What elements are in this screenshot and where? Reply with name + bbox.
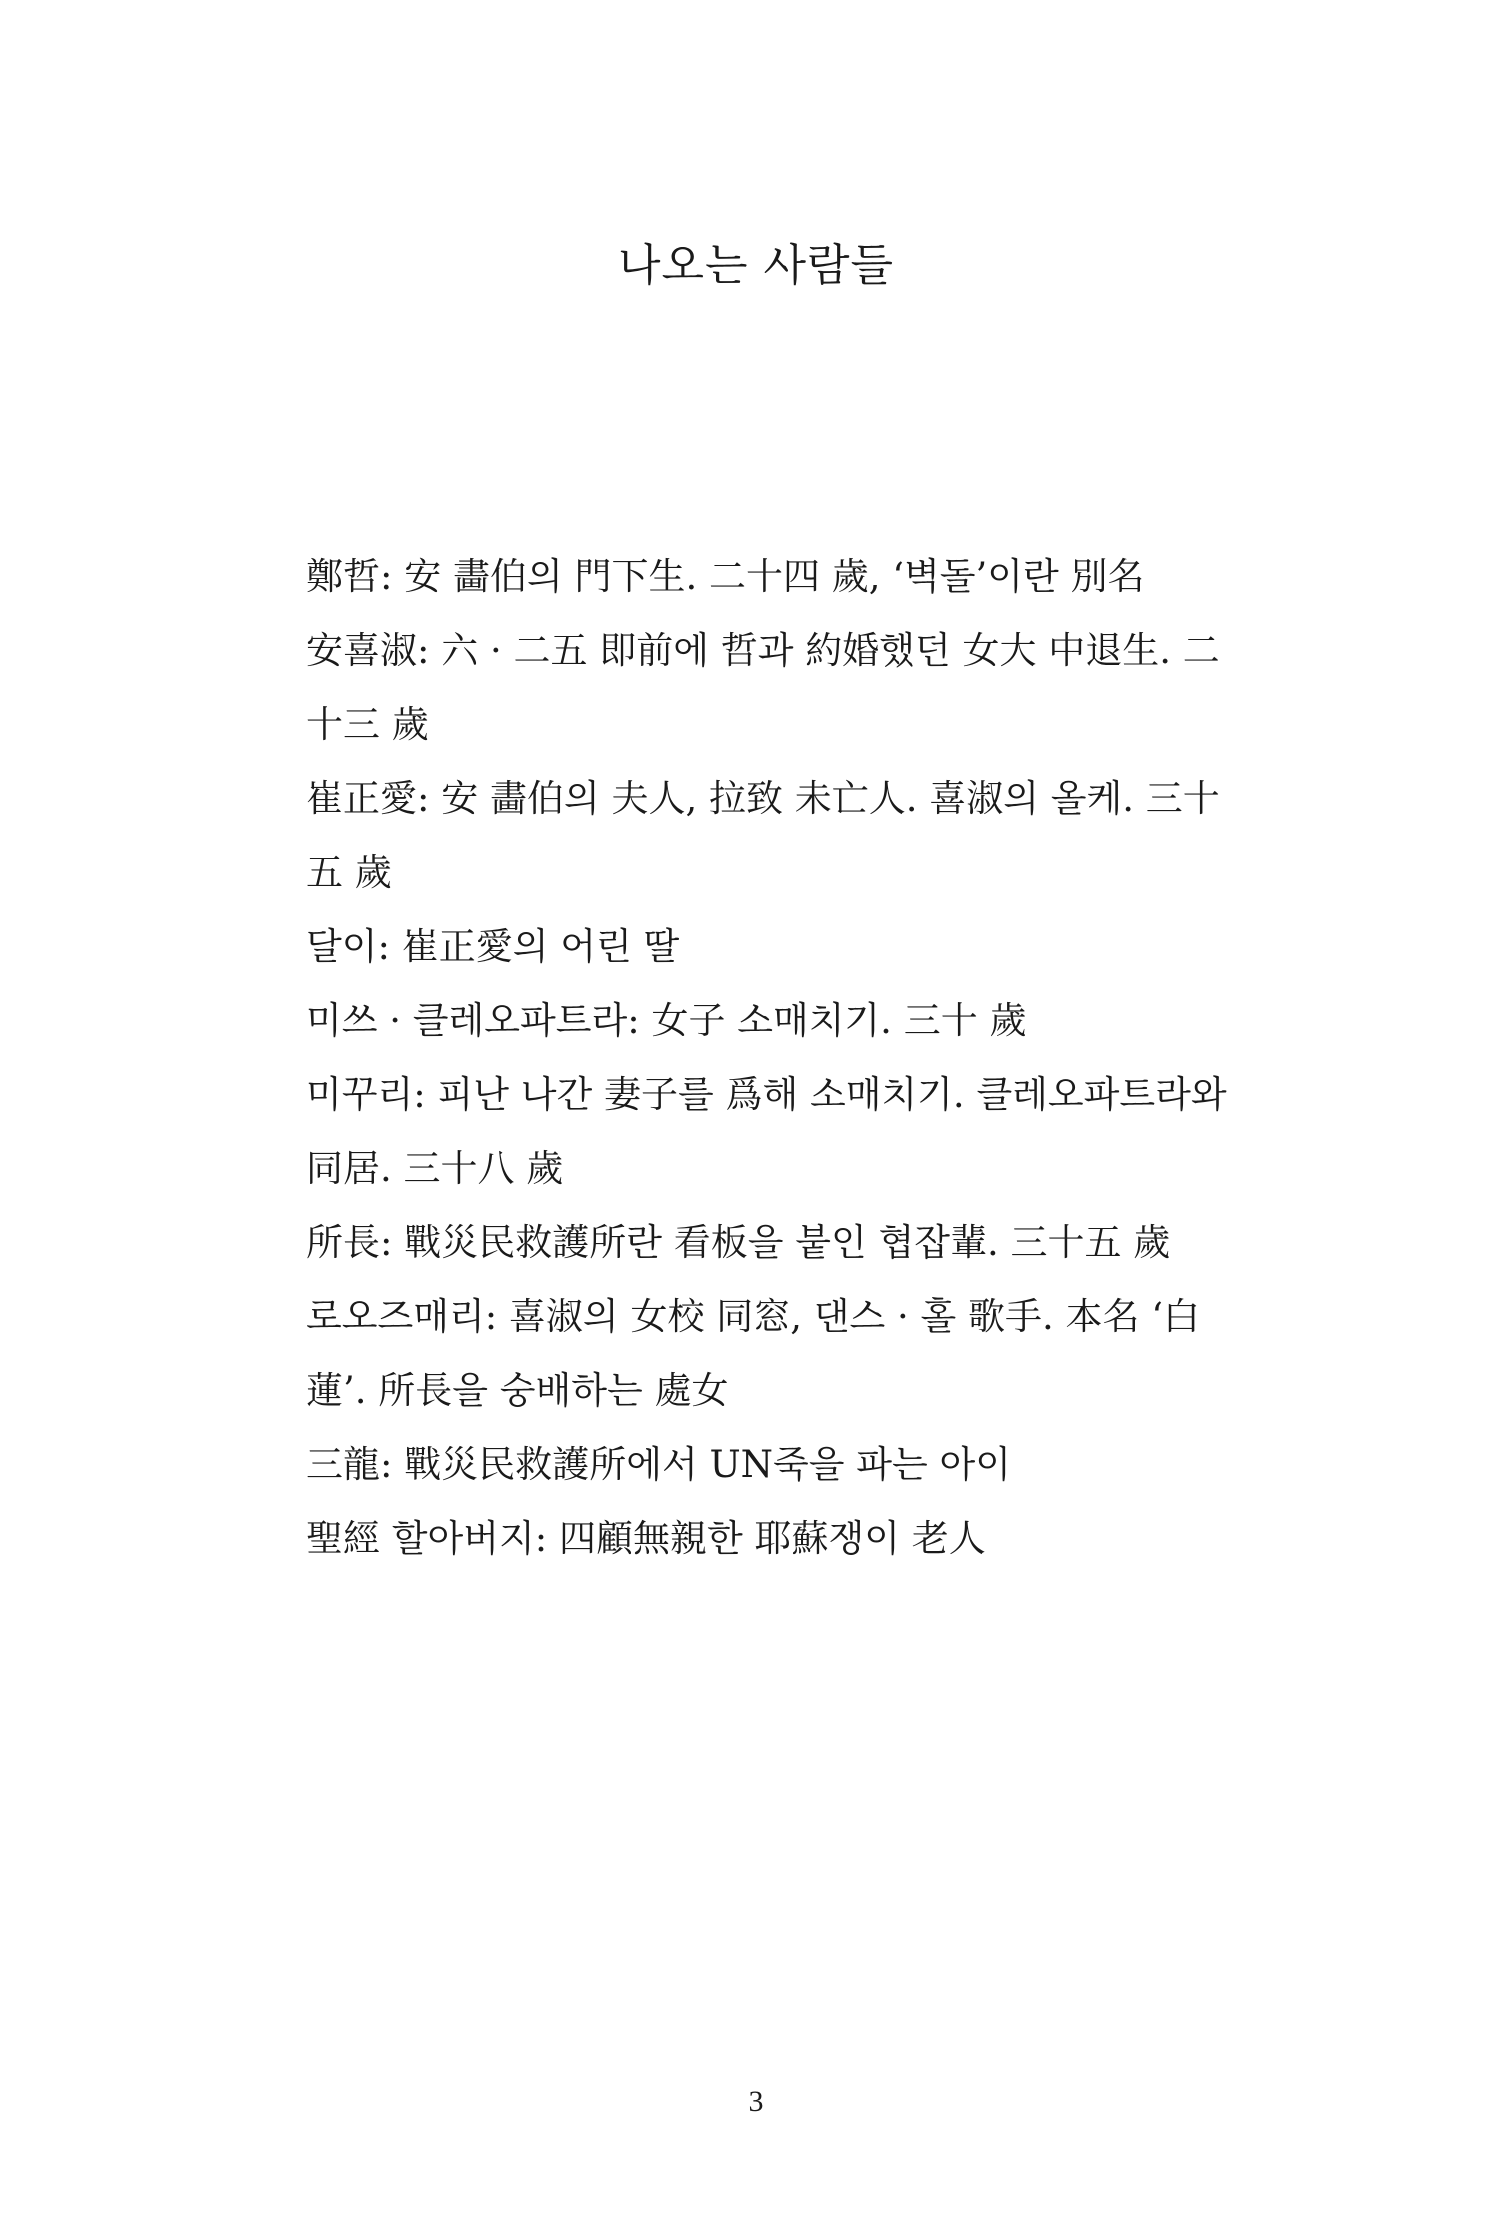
- cast-entry-samyong: 三龍: 戰災民救護所에서 UN죽을 파는 아이: [306, 1443, 1012, 1486]
- cast-list: [306, 540, 1241, 1576]
- cast-entry-dali: 달이: 崔正愛의 어린 딸: [306, 925, 680, 968]
- cast-entry-choi-jeongae: 崔正愛: 安 畵伯의 夫人, 拉致 未亡人. 喜淑의 올케. 三十五 歲: [306, 777, 1220, 894]
- cast-entry-sojang: 所長: 戰災民救護所란 看板을 붙인 협잡輩. 三十五 歲: [306, 1221, 1171, 1264]
- cast-entry-miss-cleopatra: 미쓰 · 클레오파트라: 女子 소매치기. 三十 歲: [306, 999, 1027, 1042]
- page-number: 3: [748, 2085, 764, 2118]
- cast-entry-bible-grandfather: 聖經 할아버지: 四顧無親한 耶蘇쟁이 老人: [306, 1517, 986, 1560]
- cast-entry-an-huisuk: 安喜淑: 六 · 二五 即前에 哲과 約婚했던 女大 中退生. 二十三 歲: [306, 629, 1220, 746]
- cast-entry-jeong-cheol: 鄭哲: 安 畵伯의 門下生. 二十四 歲, ‘벽돌’이란 別名: [306, 555, 1145, 598]
- cast-entry-rosemary: 로오즈매리: 喜淑의 女校 同窓, 댄스 · 홀 歌手. 本名 ‘白蓮’. 所長을 숭배하는 處女: [306, 1295, 1201, 1412]
- cast-entry-mikkuri: 미꾸리: 피난 나간 妻子를 爲해 소매치기. 클레오파트라와 同居. 三十八 歲: [306, 1073, 1227, 1190]
- page-title: 나오는 사람들: [617, 240, 894, 291]
